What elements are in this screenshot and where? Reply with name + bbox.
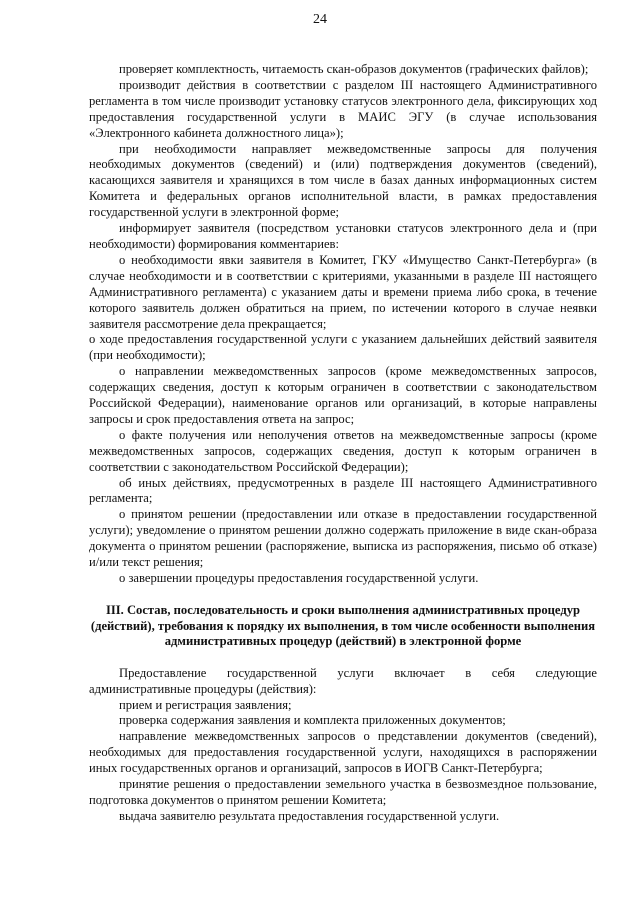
- paragraph: проверяет комплектность, читаемость скан-образов документов (графических файлов);: [119, 62, 589, 76]
- paragraph: при необходимости направляет межведомственные запросы для получения необходимых документов (сведений) и (или) подтверждения документов (сведений), касающихся заявителя и хранящихся в том числе в базах данных информационных систем Комитета и федеральных органов исполнительной власти, в рамках предоставления государственной услуги в электронной форме;: [89, 141, 597, 220]
- paragraph: о завершении процедуры предоставления государственной услуги.: [119, 571, 479, 585]
- paragraph: информирует заявителя (посредством установки статусов электронного дела и (при необходимости) формирования комментариев:: [89, 221, 597, 251]
- section-heading: III. Состав, последовательность и сроки выполнения административных процедур (действий), требования к порядку их выполнения, в том числе особенности выполнения административных процедур (действий) в электронной форме: [90, 602, 596, 649]
- paragraph: Предоставление государственной услуги включает в себя следующие административные процедуры (действия):: [89, 665, 597, 696]
- list-item: прием и регистрация заявления;: [119, 697, 292, 712]
- list-item: направление межведомственных запросов о представлении документов (сведений), необходимых для предоставления государственной услуги, находящихся в распоряжении иных государственных органов и организаций, запросов в ИОГВ Санкт-Петербурга;: [89, 729, 597, 776]
- paragraph: о необходимости явки заявителя в Комитет, ГКУ «Имущество Санкт-Петербурга» (в случае необходимости и в соответствии с критериями, указанными в разделе III настоящего Административного регламента) с указанием даты и времени приема либо срока, в течение которого заявитель должен обратиться на прием, по истечении которого в случае неявки заявителя рассмотрение дела прекращается;: [89, 252, 597, 331]
- paragraph: о принятом решении (предоставлении или отказе в предоставлении государственной услуги); уведомление о принятом решении должно содержать приложение в виде скан-образа документа о принятом решении (распоряжение, выписка из распоряжения, письмо об отказе) и/или текст решения;: [89, 507, 597, 570]
- paragraph: о направлении межведомственных запросов (кроме межведомственных запросов, содержащих сведения, доступ к которым ограничен в соответствии с законодательством Российской Федерации), наименование органов или организаций, в которые направлены запросы и срок предоставления ответа на запрос;: [89, 364, 597, 426]
- paragraph: об иных действиях, предусмотренных в разделе III настоящего Административного регламента;: [89, 475, 597, 506]
- list-item: проверка содержания заявления и комплекта приложенных документов;: [119, 713, 506, 728]
- paragraph: производит действия в соответствии с разделом III настоящего Административного регламента в том числе производит установку статусов электронного дела, фиксирующих ход предоставления государственной услуги в МАИС ЭГУ (в случае использования «Электронного кабинета должностного лица»);: [89, 77, 597, 140]
- page-number: 24: [313, 12, 327, 27]
- list-item: принятие решения о предоставлении земельного участка в безвозмездное пользование, подготовка документов о принятом решении Комитета;: [89, 777, 597, 807]
- document-body: [89, 62, 597, 825]
- paragraph: о факте получения или неполучения ответов на межведомственные запросы (кроме межведомственных запросов, содержащих сведения, доступ к которым ограничен в соответствии с законодательством Российской Федерации);: [89, 427, 597, 474]
- paragraph: о ходе предоставления государственной услуги с указанием дальнейших действий заявителя (при необходимости);: [89, 332, 597, 363]
- list-item: выдача заявителю результата предоставления государственной услуги.: [119, 808, 500, 823]
